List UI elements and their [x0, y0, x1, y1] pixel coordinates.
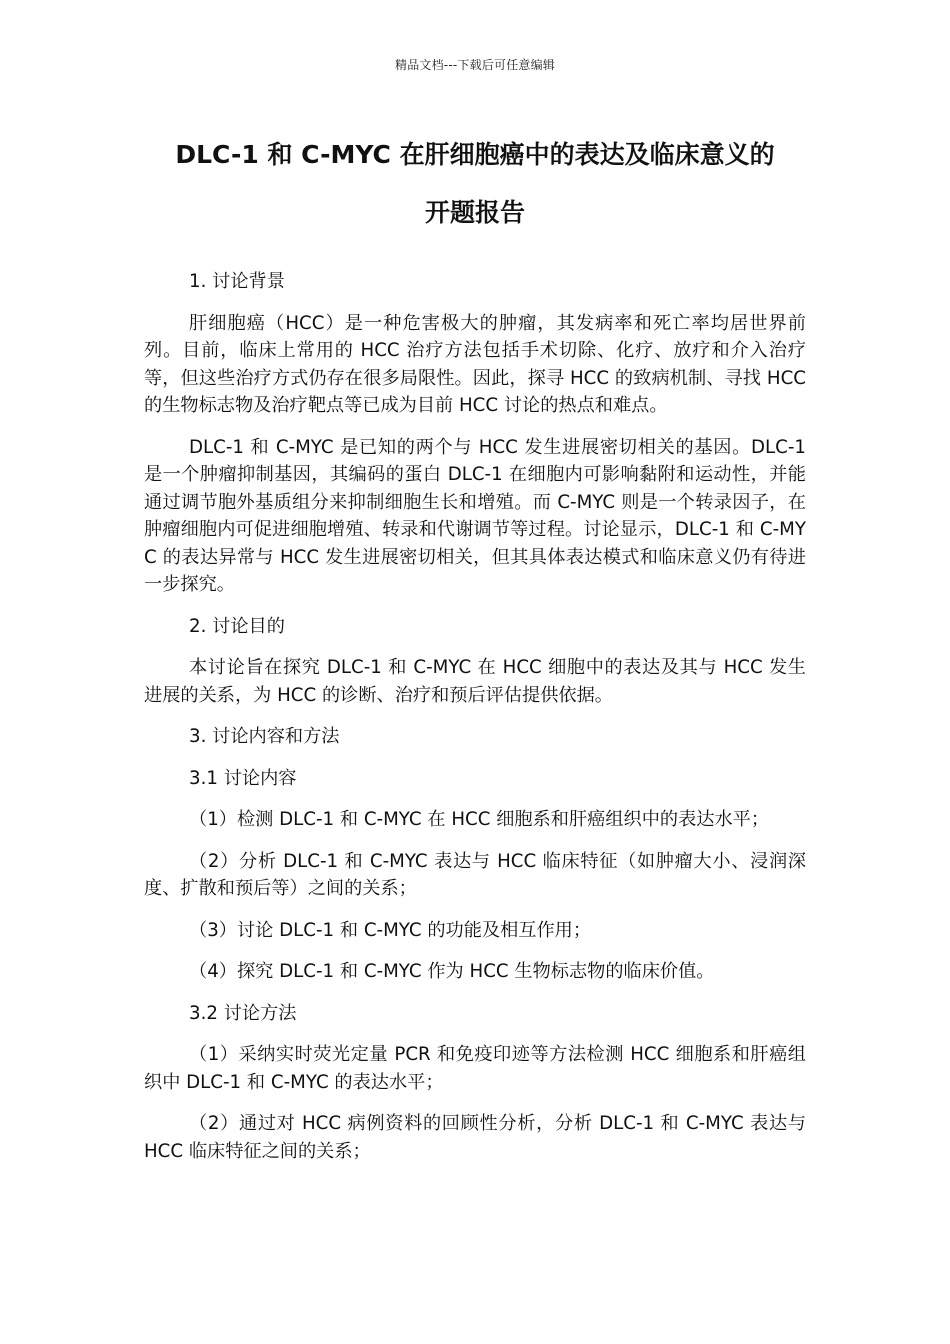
paragraph-purpose: 本讨论旨在探究 DLC-1 和 C-MYC 在 HCC 细胞中的表达及其与 HCC 发生进展的关系，为 HCC 的诊断、治疗和预后评估提供依据。: [144, 657, 806, 706]
subsection-heading-methods: 3.2 讨论方法: [189, 1002, 297, 1024]
section-heading-background: 1. 讨论背景: [189, 271, 285, 292]
list-item: （1）检测 DLC-1 和 C-MYC 在 HCC 细胞系和肝癌组织中的表达水平；: [189, 809, 770, 830]
paragraph-background-1: 肝细胞癌（HCC）是一种危害极大的肿瘤，其发病率和死亡率均居世界前列。目前，临床上常用的 HCC 治疗方法包括手术切除、化疗、放疗和介入治疗等，但这些治疗方式仍存在很多局限性。因此，探寻 HCC 的致病机制、寻找 HCC 的生物标志物及治疗靶点等已成为目前 HCC 讨论的热点和难点。: [144, 312, 806, 416]
title-line-2: 开题报告: [424, 198, 525, 227]
list-item: （2）通过对 HCC 病例资料的回顾性分析，分析 DLC-1 和 C-MYC 表达与 HCC 临床特征之间的关系；: [144, 1113, 806, 1162]
document-body: [144, 268, 806, 1179]
list-item: （1）采纳实时荧光定量 PCR 和免疫印迹等方法检测 HCC 细胞系和肝癌组织中 DLC-1 和 C-MYC 的表达水平；: [144, 1044, 806, 1093]
document-title: [110, 126, 840, 242]
title-line-1: DLC-1 和 C-MYC 在肝细胞癌中的表达及临床意义的: [175, 140, 775, 169]
section-heading-content-methods: 3. 讨论内容和方法: [189, 726, 340, 747]
list-item: （3）讨论 DLC-1 和 C-MYC 的功能及相互作用；: [189, 919, 592, 941]
subsection-heading-content: 3.1 讨论内容: [189, 767, 297, 789]
section-heading-purpose: 2. 讨论目的: [189, 615, 285, 637]
list-item: （2）分析 DLC-1 和 C-MYC 表达与 HCC 临床特征（如肿瘤大小、浸润深度、扩散和预后等）之间的关系；: [144, 850, 806, 899]
paragraph-background-2: DLC-1 和 C-MYC 是已知的两个与 HCC 发生进展密切相关的基因。DLC-1 是一个肿瘤抑制基因，其编码的蛋白 DLC-1 在细胞内可影响黏附和运动性，并能通过调节胞外基质组分来抑制细胞生长和增殖。而 C-MYC 则是一个转录因子，在肿瘤细胞内可促进细胞增殖、转录和代谢调节等过程。讨论显示，DLC-1 和 C-MYC 的表达异常与 HCC 发生进展密切相关，但其具体表达模式和临床意义仍有待进一步探究。: [144, 436, 806, 595]
list-item: （4）探究 DLC-1 和 C-MYC 作为 HCC 生物标志物的临床价值。: [189, 961, 715, 982]
header-note: 精品文档---下载后可任意编辑: [395, 58, 555, 72]
